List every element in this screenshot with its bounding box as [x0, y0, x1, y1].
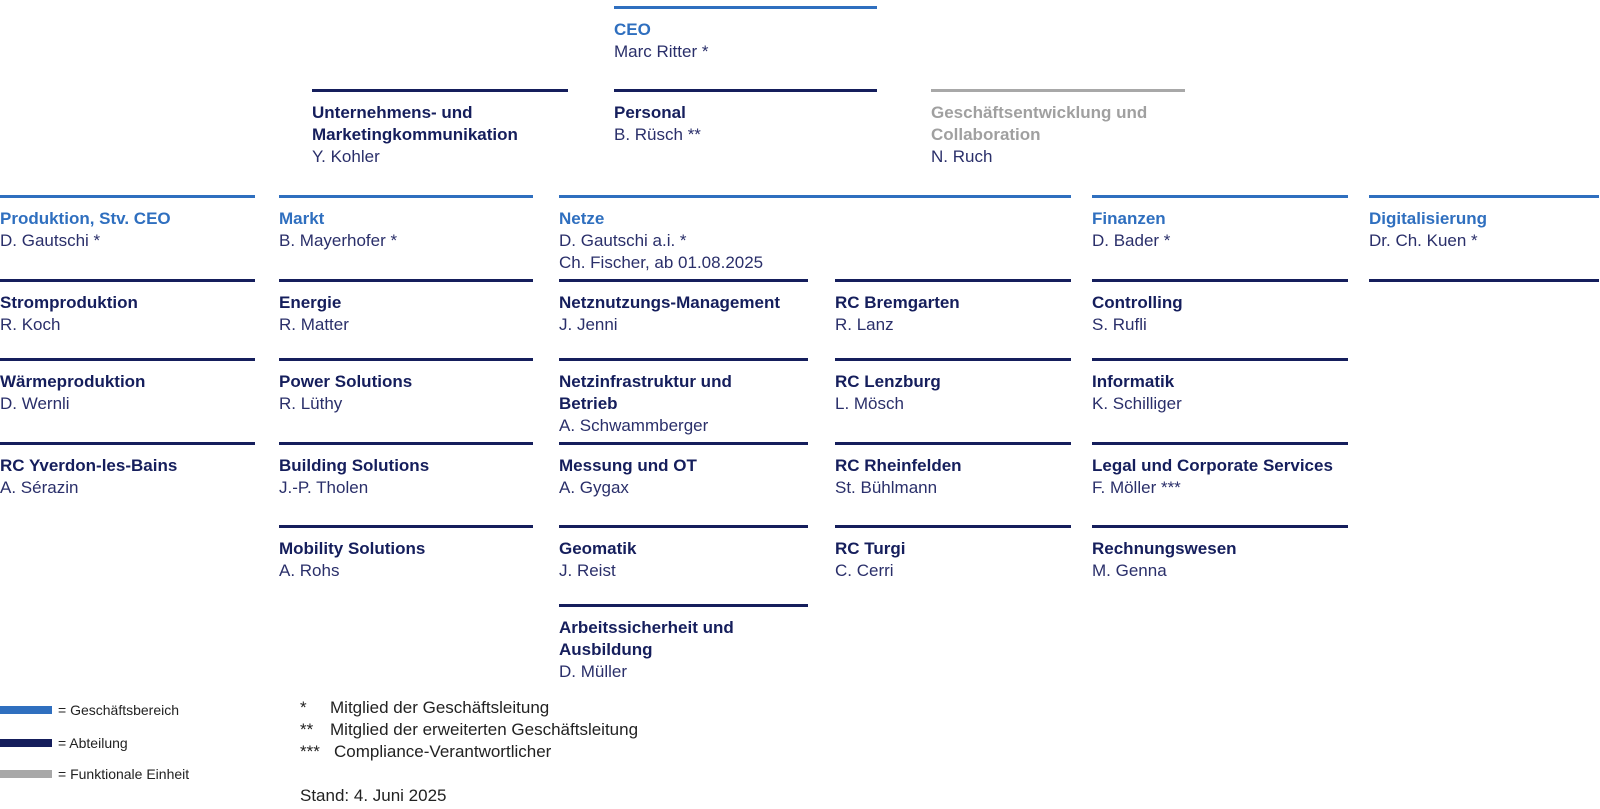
unit-title: Rechnungswesen: [1092, 539, 1237, 558]
legend-swatch: [0, 770, 52, 778]
unit-head: A. Rohs: [279, 561, 340, 580]
legend-abteilung: [0, 735, 128, 751]
box-mobility-solutions: [279, 525, 533, 582]
unit-title: RC Turgi: [835, 539, 906, 558]
unit-title: Messung und OT: [559, 456, 697, 475]
box-digitalisierung: [1369, 195, 1599, 252]
unit-title: RC Bremgarten: [835, 293, 960, 312]
box-rc-bremgarten: [835, 279, 1071, 336]
box-informatik: [1092, 358, 1348, 415]
box-building-solutions: [279, 442, 533, 499]
footnote: [300, 719, 638, 741]
bereich-title: Markt: [279, 209, 325, 228]
bereich-title: Finanzen: [1092, 209, 1166, 228]
ceo-name: Marc Ritter *: [614, 42, 709, 61]
box-finanzen: [1092, 195, 1348, 252]
unit-title: RC Lenzburg: [835, 372, 941, 391]
unit-head: D. Wernli: [0, 394, 70, 413]
unit-title: Netznutzungs-Management: [559, 293, 780, 312]
bereich-title: Produktion, Stv. CEO: [0, 209, 171, 228]
stand-date: Stand: 4. Juni 2025: [300, 786, 447, 805]
unit-head: R. Lanz: [835, 315, 894, 334]
unit-title: Controlling: [1092, 293, 1183, 312]
legend-geschaeftsbereich: [0, 702, 179, 718]
legend-label: = Funktionale Einheit: [58, 766, 190, 782]
footnote-text: Compliance-Verantwortlicher: [334, 742, 552, 761]
unit-head: C. Cerri: [835, 561, 894, 580]
bereich-head: B. Mayerhofer *: [279, 231, 398, 250]
bereich-head: D. Gautschi a.i. *: [559, 231, 687, 250]
unit-head: J.-P. Tholen: [279, 478, 369, 497]
unit-head: St. Bühlmann: [835, 478, 938, 497]
box-unternehmenskommunikation: [312, 89, 568, 168]
unit-title: RC Yverdon-les-Bains: [0, 456, 178, 475]
box-stromproduktion: [0, 279, 255, 336]
box-rc-yverdon: [0, 442, 255, 499]
box-personal: [614, 89, 877, 146]
bereich-head: D. Bader *: [1092, 231, 1171, 250]
bereich-title: Netze: [559, 209, 605, 228]
bereich-head: Dr. Ch. Kuen *: [1369, 231, 1478, 250]
box-waermeproduktion: [0, 358, 255, 415]
footnote-symbol: *: [300, 698, 307, 717]
unit-head: S. Rufli: [1092, 315, 1147, 334]
box-geomatik: [559, 525, 808, 582]
unit-title: Power Solutions: [279, 372, 413, 391]
box-legal-corporate: [1092, 442, 1348, 499]
legend-label: = Abteilung: [58, 735, 128, 751]
unit-title: Geschäftsentwicklung und Collaboration: [931, 103, 1148, 144]
unit-head: N. Ruch: [931, 147, 993, 166]
unit-head: R. Lüthy: [279, 394, 343, 413]
unit-title: Informatik: [1092, 372, 1175, 391]
footnote-symbol: ***: [300, 742, 320, 761]
unit-head: A. Gygax: [559, 478, 629, 497]
unit-title: Legal und Corporate Services: [1092, 456, 1333, 475]
bereich-head: D. Gautschi *: [0, 231, 101, 250]
ceo-title: CEO: [614, 20, 651, 39]
bereich-head-successor: Ch. Fischer, ab 01.08.2025: [559, 253, 764, 272]
footnote: [300, 741, 551, 763]
unit-title: Arbeitssicherheit und Ausbildung: [559, 618, 734, 659]
unit-head: F. Möller ***: [1092, 478, 1181, 497]
unit-title: Mobility Solutions: [279, 539, 426, 558]
box-netznutzungs-management: [559, 279, 808, 336]
unit-head: Y. Kohler: [312, 147, 380, 166]
unit-head: R. Matter: [279, 315, 349, 334]
bereich-title: Digitalisierung: [1369, 209, 1488, 228]
box-controlling: [1092, 279, 1348, 336]
unit-title: Netzinfrastruktur und Betrieb: [559, 372, 732, 413]
box-netzinfrastruktur: [559, 358, 808, 437]
box-energie: [279, 279, 533, 336]
footnote-text: Mitglied der Geschäftsleitung: [330, 698, 550, 717]
unit-head: R. Koch: [0, 315, 61, 334]
unit-head: A. Schwammberger: [559, 416, 709, 435]
box-geschaeftsentwicklung: [931, 89, 1185, 168]
footnote-text: Mitglied der erweiterten Geschäftsleitung: [330, 720, 639, 739]
unit-head: D. Müller: [559, 662, 628, 681]
unit-head: L. Mösch: [835, 394, 904, 413]
legend-swatch: [0, 739, 52, 747]
unit-title: Unternehmens- und Marketingkommunikation: [312, 103, 518, 144]
unit-title: Stromproduktion: [0, 293, 138, 312]
unit-head: J. Reist: [559, 561, 616, 580]
unit-head: A. Sérazin: [0, 478, 79, 497]
box-rc-lenzburg: [835, 358, 1071, 415]
box-markt: [279, 195, 533, 252]
box-produktion: [0, 195, 255, 252]
box-rechnungswesen: [1092, 525, 1348, 582]
unit-title: Building Solutions: [279, 456, 430, 475]
unit-title: Energie: [279, 293, 342, 312]
unit-title: Personal: [614, 103, 686, 122]
legend-funktionale-einheit: [0, 766, 189, 782]
box-messung-ot: [559, 442, 808, 499]
box-rc-rheinfelden: [835, 442, 1071, 499]
box-ceo: [614, 6, 877, 63]
box-arbeitssicherheit: [559, 604, 808, 683]
unit-title: Geomatik: [559, 539, 637, 558]
unit-title: RC Rheinfelden: [835, 456, 962, 475]
unit-title: Wärmeproduktion: [0, 372, 146, 391]
box-rc-turgi: [835, 525, 1071, 582]
box-power-solutions: [279, 358, 533, 415]
unit-head: M. Genna: [1092, 561, 1167, 580]
digitalisierung-divider: [1369, 279, 1599, 292]
footnote-symbol: **: [300, 720, 314, 739]
footnote: [300, 697, 549, 719]
box-netze: [559, 195, 1071, 274]
unit-head: J. Jenni: [559, 315, 618, 334]
unit-head: K. Schilliger: [1092, 394, 1182, 413]
legend-swatch: [0, 706, 52, 714]
unit-head: B. Rüsch **: [614, 125, 701, 144]
legend-label: = Geschäftsbereich: [58, 702, 180, 718]
